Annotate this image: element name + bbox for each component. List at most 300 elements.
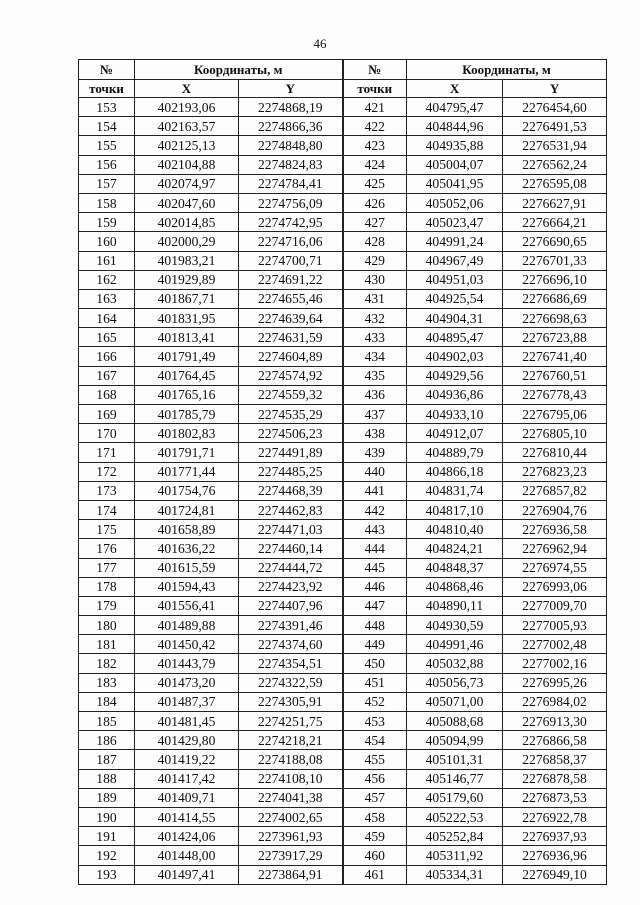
y-coordinate-cell: 2276701,33 — [503, 251, 607, 270]
y-coordinate-cell: 2276686,69 — [503, 289, 607, 308]
y-coordinate-cell: 2274188,08 — [239, 750, 343, 769]
x-coordinate-cell: 401802,83 — [135, 424, 239, 443]
x-coordinate-cell: 401658,89 — [135, 520, 239, 539]
y-coordinate-cell: 2274041,38 — [239, 788, 343, 807]
point-number-cell: 155 — [79, 136, 135, 155]
point-number-cell: 180 — [79, 616, 135, 635]
point-number-cell: 188 — [79, 769, 135, 788]
point-number-cell: 449 — [343, 635, 407, 654]
point-number-cell: 425 — [343, 174, 407, 193]
point-number-cell: 170 — [79, 424, 135, 443]
point-number-cell: 430 — [343, 270, 407, 289]
x-coordinate-cell: 401764,45 — [135, 366, 239, 385]
table-row — [79, 289, 607, 308]
x-coordinate-cell: 402014,85 — [135, 213, 239, 232]
y-coordinate-cell: 2274756,09 — [239, 193, 343, 212]
x-coordinate-cell: 404824,21 — [407, 539, 503, 558]
x-coordinate-cell: 401497,41 — [135, 865, 239, 884]
y-coordinate-cell: 2274631,59 — [239, 328, 343, 347]
x-coordinate-cell: 404991,46 — [407, 635, 503, 654]
y-coordinate-cell: 2276962,94 — [503, 539, 607, 558]
table-header — [79, 60, 607, 98]
point-number-cell: 154 — [79, 117, 135, 136]
point-number-cell: 179 — [79, 596, 135, 615]
x-coordinate-cell: 401556,41 — [135, 596, 239, 615]
y-coordinate-cell: 2274574,92 — [239, 366, 343, 385]
y-column-header: Y — [239, 80, 343, 98]
table-row — [79, 692, 607, 711]
y-coordinate-cell: 2274639,64 — [239, 309, 343, 328]
x-coordinate-cell: 401443,79 — [135, 654, 239, 673]
point-number-cell: 432 — [343, 309, 407, 328]
y-coordinate-cell: 2276913,30 — [503, 712, 607, 731]
y-coordinate-cell: 2274218,21 — [239, 731, 343, 750]
table-row — [79, 251, 607, 270]
x-coordinate-cell: 405041,95 — [407, 174, 503, 193]
y-coordinate-cell: 2276858,37 — [503, 750, 607, 769]
point-number-label: точки — [343, 80, 407, 98]
x-coordinate-cell: 405023,47 — [407, 213, 503, 232]
y-coordinate-cell: 2274604,89 — [239, 347, 343, 366]
coordinates-header: Координаты, м — [407, 60, 607, 80]
point-number-cell: 423 — [343, 136, 407, 155]
y-coordinate-cell: 2274108,10 — [239, 769, 343, 788]
y-coordinate-cell: 2276627,91 — [503, 193, 607, 212]
y-coordinate-cell: 2276866,58 — [503, 731, 607, 750]
point-number-cell: 438 — [343, 424, 407, 443]
y-coordinate-cell: 2274423,92 — [239, 577, 343, 596]
point-number-cell: 171 — [79, 443, 135, 462]
point-number-cell: 183 — [79, 673, 135, 692]
x-coordinate-cell: 404795,47 — [407, 98, 503, 117]
x-coordinate-cell: 401414,55 — [135, 807, 239, 826]
table-row — [79, 213, 607, 232]
x-coordinate-cell: 405052,06 — [407, 193, 503, 212]
x-coordinate-cell: 402074,97 — [135, 174, 239, 193]
point-number-cell: 457 — [343, 788, 407, 807]
table-row — [79, 865, 607, 884]
x-coordinate-cell: 401765,16 — [135, 385, 239, 404]
table-row — [79, 136, 607, 155]
y-coordinate-cell: 2276805,10 — [503, 424, 607, 443]
y-coordinate-cell: 2276723,88 — [503, 328, 607, 347]
x-coordinate-cell: 401929,89 — [135, 270, 239, 289]
y-coordinate-cell: 2276454,60 — [503, 98, 607, 117]
y-coordinate-cell: 2277009,70 — [503, 596, 607, 615]
table-row — [79, 500, 607, 519]
point-number-cell: 448 — [343, 616, 407, 635]
point-number-cell: 443 — [343, 520, 407, 539]
x-coordinate-cell: 404925,54 — [407, 289, 503, 308]
y-coordinate-cell: 2274848,80 — [239, 136, 343, 155]
x-coordinate-cell: 404930,59 — [407, 616, 503, 635]
y-coordinate-cell: 2274485,25 — [239, 462, 343, 481]
point-number-cell: 450 — [343, 654, 407, 673]
table-row — [79, 424, 607, 443]
table-row — [79, 520, 607, 539]
point-number-cell: 437 — [343, 405, 407, 424]
y-coordinate-cell: 2274866,36 — [239, 117, 343, 136]
y-coordinate-cell: 2274824,83 — [239, 155, 343, 174]
point-number-cell: 434 — [343, 347, 407, 366]
x-coordinate-cell: 405056,73 — [407, 673, 503, 692]
point-number-cell: 175 — [79, 520, 135, 539]
y-coordinate-cell: 2276531,94 — [503, 136, 607, 155]
point-number-cell: 166 — [79, 347, 135, 366]
coordinates-header: Координаты, м — [135, 60, 343, 80]
point-number-symbol: № — [79, 60, 135, 80]
y-coordinate-cell: 2274322,59 — [239, 673, 343, 692]
y-coordinate-cell: 2276760,51 — [503, 366, 607, 385]
point-number-cell: 455 — [343, 750, 407, 769]
x-coordinate-cell: 401754,76 — [135, 481, 239, 500]
table-row — [79, 328, 607, 347]
point-number-cell: 173 — [79, 481, 135, 500]
x-coordinate-cell: 404866,18 — [407, 462, 503, 481]
x-coordinate-cell: 402193,06 — [135, 98, 239, 117]
y-coordinate-cell: 2276491,53 — [503, 117, 607, 136]
x-coordinate-cell: 401771,44 — [135, 462, 239, 481]
x-coordinate-cell: 401489,88 — [135, 616, 239, 635]
y-coordinate-cell: 2276595,08 — [503, 174, 607, 193]
x-coordinate-cell: 404904,31 — [407, 309, 503, 328]
point-number-cell: 191 — [79, 827, 135, 846]
y-coordinate-cell: 2274374,60 — [239, 635, 343, 654]
x-coordinate-cell: 402047,60 — [135, 193, 239, 212]
x-coordinate-cell: 404912,07 — [407, 424, 503, 443]
y-coordinate-cell: 2276922,78 — [503, 807, 607, 826]
y-coordinate-cell: 2276823,23 — [503, 462, 607, 481]
table-row — [79, 654, 607, 673]
y-coordinate-cell: 2274460,14 — [239, 539, 343, 558]
table-row — [79, 405, 607, 424]
point-number-cell: 444 — [343, 539, 407, 558]
point-number-cell: 439 — [343, 443, 407, 462]
table-row — [79, 577, 607, 596]
x-coordinate-cell: 401419,22 — [135, 750, 239, 769]
y-coordinate-cell: 2273864,91 — [239, 865, 343, 884]
y-coordinate-cell: 2274716,06 — [239, 232, 343, 251]
point-number-cell: 168 — [79, 385, 135, 404]
table-row — [79, 366, 607, 385]
x-coordinate-cell: 401615,59 — [135, 558, 239, 577]
y-coordinate-cell: 2276993,06 — [503, 577, 607, 596]
x-coordinate-cell: 402104,88 — [135, 155, 239, 174]
y-coordinate-cell: 2274868,19 — [239, 98, 343, 117]
y-coordinate-cell: 2274700,71 — [239, 251, 343, 270]
x-coordinate-cell: 401867,71 — [135, 289, 239, 308]
x-coordinate-cell: 405088,68 — [407, 712, 503, 731]
point-number-cell: 460 — [343, 846, 407, 865]
y-coordinate-cell: 2276664,21 — [503, 213, 607, 232]
y-coordinate-cell: 2276878,58 — [503, 769, 607, 788]
y-coordinate-cell: 2277002,48 — [503, 635, 607, 654]
point-number-cell: 435 — [343, 366, 407, 385]
x-coordinate-cell: 404848,37 — [407, 558, 503, 577]
x-coordinate-cell: 404810,40 — [407, 520, 503, 539]
table-row — [79, 596, 607, 615]
y-coordinate-cell: 2274535,29 — [239, 405, 343, 424]
y-coordinate-cell: 2276810,44 — [503, 443, 607, 462]
x-coordinate-cell: 405179,60 — [407, 788, 503, 807]
x-coordinate-cell: 404889,79 — [407, 443, 503, 462]
point-number-cell: 428 — [343, 232, 407, 251]
x-coordinate-cell: 401791,71 — [135, 443, 239, 462]
y-coordinate-cell: 2274784,41 — [239, 174, 343, 193]
table-row — [79, 155, 607, 174]
x-coordinate-cell: 404831,74 — [407, 481, 503, 500]
point-number-cell: 159 — [79, 213, 135, 232]
x-coordinate-cell: 404936,86 — [407, 385, 503, 404]
table-row — [79, 827, 607, 846]
x-coordinate-cell: 401983,21 — [135, 251, 239, 270]
x-coordinate-cell: 405222,53 — [407, 807, 503, 826]
x-coordinate-cell: 401813,41 — [135, 328, 239, 347]
y-column-header: Y — [503, 80, 607, 98]
y-coordinate-cell: 2274742,95 — [239, 213, 343, 232]
coordinates-table — [78, 59, 607, 885]
x-coordinate-cell: 404967,49 — [407, 251, 503, 270]
point-number-cell: 447 — [343, 596, 407, 615]
x-coordinate-cell: 405146,77 — [407, 769, 503, 788]
x-coordinate-cell: 401487,37 — [135, 692, 239, 711]
y-coordinate-cell: 2273961,93 — [239, 827, 343, 846]
x-coordinate-cell: 401594,43 — [135, 577, 239, 596]
table-row — [79, 788, 607, 807]
table-body — [79, 98, 607, 885]
y-coordinate-cell: 2273917,29 — [239, 846, 343, 865]
table-row — [79, 385, 607, 404]
point-number-cell: 427 — [343, 213, 407, 232]
point-number-cell: 429 — [343, 251, 407, 270]
y-coordinate-cell: 2274655,46 — [239, 289, 343, 308]
point-number-cell: 169 — [79, 405, 135, 424]
point-number-cell: 440 — [343, 462, 407, 481]
y-coordinate-cell: 2274354,51 — [239, 654, 343, 673]
point-number-cell: 458 — [343, 807, 407, 826]
y-coordinate-cell: 2276562,24 — [503, 155, 607, 174]
point-number-cell: 441 — [343, 481, 407, 500]
x-coordinate-cell: 405071,00 — [407, 692, 503, 711]
x-coordinate-cell: 401473,20 — [135, 673, 239, 692]
point-number-cell: 446 — [343, 577, 407, 596]
y-coordinate-cell: 2274559,32 — [239, 385, 343, 404]
y-coordinate-cell: 2274462,83 — [239, 500, 343, 519]
x-coordinate-cell: 401450,42 — [135, 635, 239, 654]
point-number-cell: 163 — [79, 289, 135, 308]
table-row — [79, 731, 607, 750]
table-row — [79, 174, 607, 193]
table-row — [79, 558, 607, 577]
y-coordinate-cell: 2277005,93 — [503, 616, 607, 635]
y-coordinate-cell: 2274444,72 — [239, 558, 343, 577]
point-number-cell: 433 — [343, 328, 407, 347]
point-number-cell: 167 — [79, 366, 135, 385]
x-coordinate-cell: 401636,22 — [135, 539, 239, 558]
point-number-cell: 445 — [343, 558, 407, 577]
x-coordinate-cell: 401424,06 — [135, 827, 239, 846]
x-coordinate-cell: 404929,56 — [407, 366, 503, 385]
y-coordinate-cell: 2274471,03 — [239, 520, 343, 539]
y-coordinate-cell: 2274691,22 — [239, 270, 343, 289]
point-number-cell: 422 — [343, 117, 407, 136]
x-column-header: X — [407, 80, 503, 98]
point-number-cell: 181 — [79, 635, 135, 654]
x-coordinate-cell: 404890,11 — [407, 596, 503, 615]
point-number-cell: 182 — [79, 654, 135, 673]
y-coordinate-cell: 2276741,40 — [503, 347, 607, 366]
table-row — [79, 462, 607, 481]
y-coordinate-cell: 2274491,89 — [239, 443, 343, 462]
x-coordinate-cell: 405004,07 — [407, 155, 503, 174]
table-row — [79, 309, 607, 328]
table-row — [79, 616, 607, 635]
x-coordinate-cell: 404991,24 — [407, 232, 503, 251]
point-number-cell: 157 — [79, 174, 135, 193]
point-number-cell: 184 — [79, 692, 135, 711]
point-number-cell: 156 — [79, 155, 135, 174]
y-coordinate-cell: 2274251,75 — [239, 712, 343, 731]
x-coordinate-cell: 405032,88 — [407, 654, 503, 673]
point-number-cell: 178 — [79, 577, 135, 596]
x-coordinate-cell: 401831,95 — [135, 309, 239, 328]
point-number-cell: 174 — [79, 500, 135, 519]
table-row — [79, 673, 607, 692]
x-coordinate-cell: 404933,10 — [407, 405, 503, 424]
x-coordinate-cell: 401791,49 — [135, 347, 239, 366]
point-number-symbol: № — [343, 60, 407, 80]
x-coordinate-cell: 405101,31 — [407, 750, 503, 769]
table-row — [79, 712, 607, 731]
point-number-cell: 187 — [79, 750, 135, 769]
y-coordinate-cell: 2276904,76 — [503, 500, 607, 519]
point-number-cell: 172 — [79, 462, 135, 481]
x-coordinate-cell: 401429,80 — [135, 731, 239, 750]
x-coordinate-cell: 404868,46 — [407, 577, 503, 596]
y-coordinate-cell: 2274002,65 — [239, 807, 343, 826]
x-coordinate-cell: 401417,42 — [135, 769, 239, 788]
y-coordinate-cell: 2276795,06 — [503, 405, 607, 424]
table-row — [79, 846, 607, 865]
point-number-cell: 453 — [343, 712, 407, 731]
table-row — [79, 481, 607, 500]
y-coordinate-cell: 2276937,93 — [503, 827, 607, 846]
point-number-cell: 426 — [343, 193, 407, 212]
y-coordinate-cell: 2277002,16 — [503, 654, 607, 673]
point-number-cell: 431 — [343, 289, 407, 308]
table-row — [79, 193, 607, 212]
x-coordinate-cell: 401448,00 — [135, 846, 239, 865]
point-number-cell: 160 — [79, 232, 135, 251]
y-coordinate-cell: 2276873,53 — [503, 788, 607, 807]
point-number-cell: 153 — [79, 98, 135, 117]
table-row — [79, 117, 607, 136]
x-coordinate-cell: 405311,92 — [407, 846, 503, 865]
y-coordinate-cell: 2276696,10 — [503, 270, 607, 289]
point-number-cell: 451 — [343, 673, 407, 692]
y-coordinate-cell: 2276936,58 — [503, 520, 607, 539]
point-number-cell: 424 — [343, 155, 407, 174]
y-coordinate-cell: 2276936,96 — [503, 846, 607, 865]
point-number-cell: 177 — [79, 558, 135, 577]
point-number-cell: 461 — [343, 865, 407, 884]
x-coordinate-cell: 401481,45 — [135, 712, 239, 731]
point-number-label: точки — [79, 80, 135, 98]
x-coordinate-cell: 401785,79 — [135, 405, 239, 424]
x-coordinate-cell: 402125,13 — [135, 136, 239, 155]
x-coordinate-cell: 404895,47 — [407, 328, 503, 347]
point-number-cell: 456 — [343, 769, 407, 788]
x-coordinate-cell: 401724,81 — [135, 500, 239, 519]
point-number-cell: 185 — [79, 712, 135, 731]
y-coordinate-cell: 2276698,63 — [503, 309, 607, 328]
point-number-cell: 189 — [79, 788, 135, 807]
x-column-header: X — [135, 80, 239, 98]
point-number-cell: 190 — [79, 807, 135, 826]
table-row — [79, 769, 607, 788]
point-number-cell: 459 — [343, 827, 407, 846]
x-coordinate-cell: 404951,03 — [407, 270, 503, 289]
point-number-cell: 421 — [343, 98, 407, 117]
y-coordinate-cell: 2276778,43 — [503, 385, 607, 404]
point-number-cell: 436 — [343, 385, 407, 404]
point-number-cell: 162 — [79, 270, 135, 289]
table-row — [79, 232, 607, 251]
table-row — [79, 635, 607, 654]
y-coordinate-cell: 2274305,91 — [239, 692, 343, 711]
y-coordinate-cell: 2274407,96 — [239, 596, 343, 615]
x-coordinate-cell: 405252,84 — [407, 827, 503, 846]
point-number-cell: 164 — [79, 309, 135, 328]
y-coordinate-cell: 2274506,23 — [239, 424, 343, 443]
y-coordinate-cell: 2274391,46 — [239, 616, 343, 635]
y-coordinate-cell: 2276995,26 — [503, 673, 607, 692]
y-coordinate-cell: 2276974,55 — [503, 558, 607, 577]
table-row — [79, 270, 607, 289]
table-row — [79, 98, 607, 117]
y-coordinate-cell: 2274468,39 — [239, 481, 343, 500]
x-coordinate-cell: 404935,88 — [407, 136, 503, 155]
point-number-cell: 192 — [79, 846, 135, 865]
table-row — [79, 443, 607, 462]
point-number-cell: 454 — [343, 731, 407, 750]
table-row — [79, 347, 607, 366]
point-number-cell: 452 — [343, 692, 407, 711]
x-coordinate-cell: 404902,03 — [407, 347, 503, 366]
table-row — [79, 539, 607, 558]
point-number-cell: 158 — [79, 193, 135, 212]
point-number-cell: 186 — [79, 731, 135, 750]
x-coordinate-cell: 405094,99 — [407, 731, 503, 750]
point-number-cell: 176 — [79, 539, 135, 558]
y-coordinate-cell: 2276690,65 — [503, 232, 607, 251]
point-number-cell: 165 — [79, 328, 135, 347]
x-coordinate-cell: 404844,96 — [407, 117, 503, 136]
point-number-cell: 161 — [79, 251, 135, 270]
x-coordinate-cell: 405334,31 — [407, 865, 503, 884]
table-row — [79, 807, 607, 826]
page-number: 46 — [313, 36, 327, 51]
table-row — [79, 750, 607, 769]
y-coordinate-cell: 2276949,10 — [503, 865, 607, 884]
y-coordinate-cell: 2276984,02 — [503, 692, 607, 711]
x-coordinate-cell: 402000,29 — [135, 232, 239, 251]
y-coordinate-cell: 2276857,82 — [503, 481, 607, 500]
x-coordinate-cell: 402163,57 — [135, 117, 239, 136]
point-number-cell: 442 — [343, 500, 407, 519]
x-coordinate-cell: 401409,71 — [135, 788, 239, 807]
point-number-cell: 193 — [79, 865, 135, 884]
